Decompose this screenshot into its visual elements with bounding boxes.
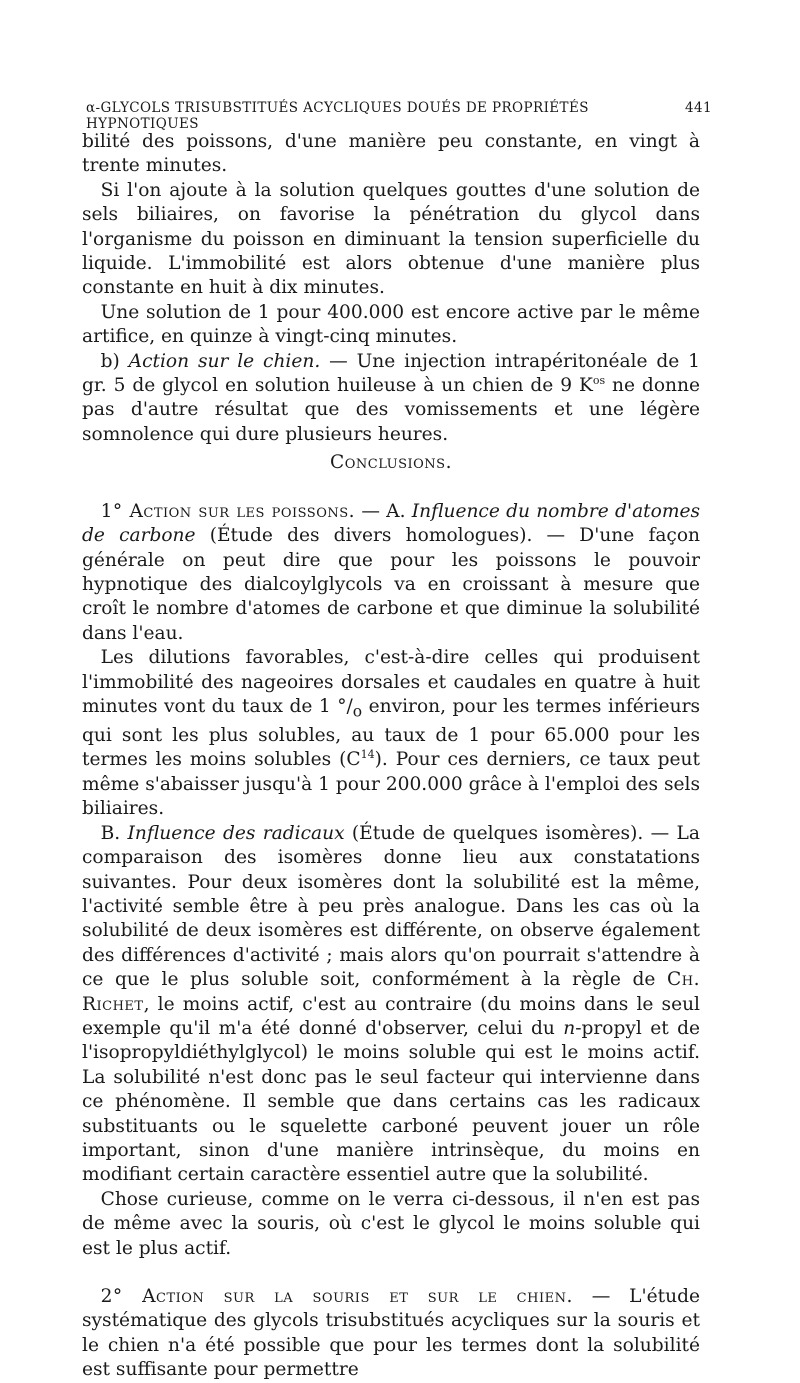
body-text [82, 130, 700, 1383]
page-number: 441 [685, 100, 712, 116]
paragraph: bilité des poissons, d'une manière peu constante, en vingt à trente minutes. [82, 131, 700, 177]
superscript: os [592, 373, 606, 387]
paragraph-text: (Étude de quelques isomères). — La comparaison des isomères donne lieu aux constatations suivantes. Pour deux isomères dont la solubilité est la même, l'activité semble être à peu près analogue. Dans les cas où la solubilité de deux isomères est différente, on observe également des différences d'activité ; mais alors qu'on pourrait s'attendre à ce que le plus soluble soit, conformément à la règle de [82, 822, 700, 991]
paragraph-text: Les dilutions favorables, c'est-à-dire celles qui produisent l'immobilité des nageoires dorsales et caudales en quatre à huit minutes vont du taux de 1 °/ [82, 647, 700, 717]
paragraph-text: ). Pour ces derniers, ce taux peut même s'abaisser jusqu'à 1 pour 200.000 grâce à l'emploi des sels biliaires. [82, 749, 700, 820]
author-name: Ch. Richet [82, 969, 700, 1015]
running-title: α-GLYCOLS TRISUBSTITUÉS ACYCLIQUES DOUÉS DE PROPRIÉTÉS HYPNOTIQUES [86, 100, 589, 132]
section-heading: 2° Action sur la souris et sur le chien. [100, 1286, 573, 1307]
section-heading: 1° Action sur les poissons. [100, 500, 356, 522]
paragraph [82, 350, 700, 448]
paragraph [82, 646, 700, 822]
section-title: Action sur le chien. [128, 350, 321, 372]
paragraph-text: — A. [355, 500, 412, 522]
subscript: o [352, 702, 363, 721]
running-header [86, 100, 712, 132]
subsection-title: Influence des radicaux [127, 822, 345, 844]
paragraph-text: — Une injection intrapéritonéale de 1 gr. 5 de glycol en solution huileuse à un chien de 9 K [82, 350, 700, 397]
paragraph-text: ne donne pas d'autre résultat que des vomissements et une légère somnolence qui dure plusieurs heures. [82, 375, 700, 445]
paragraph: Une solution de 1 pour 400.000 est encore active par le même artifice, en quinze à vingt-cinq minutes. [82, 301, 700, 348]
paragraph-text: -propyl et de l'isopropyldiéthylglycol) le moins soluble qui est le moins actif. La solubilité n'est donc pas le seul facteur qui intervienne dans ce phénomène. Il semble que dans certains cas les radicaux substituants ou le squelette carboné peuvent jouer un rôle important, sinon d'une manière intrinsèque, du moins en modifiant certain caractère essentiel autre que la solubilité. [82, 1017, 700, 1186]
paragraph [82, 822, 700, 1188]
paragraph: Chose curieuse, comme on le verra ci-dessous, il n'en est pas de même avec la souris, où c'est le glycol le moins soluble qui est le plus actif. [82, 1188, 700, 1259]
section-label: B. [100, 822, 128, 844]
subsection-title: Influence du nombre d'atomes de carbone [82, 500, 700, 547]
paragraph-text: — L'étude systématique des glycols trisubstitués acycliques sur la souris et le chien n'a été possible que pour les termes dont la solubilité est suffisante pour permettre [82, 1286, 700, 1381]
conclusions-heading: Conclusions. [330, 452, 452, 474]
paragraph-text: , le moins actif, c'est au contraire (du moins dans le seul exemple qu'il m'a été donné d'observer, celui du [82, 993, 700, 1039]
paragraph: Si l'on ajoute à la solution quelques gouttes d'une solution de sels biliaires, on favorise la pénétration du glycol dans l'organisme du poisson en diminuant la tension superficielle du liquide. L'immobilité est alors obtenue d'une manière plus constante en huit à dix minutes. [82, 179, 700, 299]
paragraph [82, 1285, 700, 1383]
superscript: 14 [360, 748, 375, 762]
section-label: b) [100, 350, 120, 372]
paragraph-text: (Étude des divers homologues). — D'une façon générale on peut dire que pour les poissons le pouvoir hypnotique des dialcoylglycols va en croissant à mesure que croît le nombre d'atomes de carbone et que diminue la solubilité dans l'eau. [82, 525, 700, 644]
paragraph [82, 500, 700, 646]
paragraph-text: environ, pour les termes inférieurs qui sont les plus solubles, au taux de 1 pour 65.000 pour les termes les moins solubles (C [82, 695, 700, 771]
italic-n: n [563, 1017, 576, 1039]
